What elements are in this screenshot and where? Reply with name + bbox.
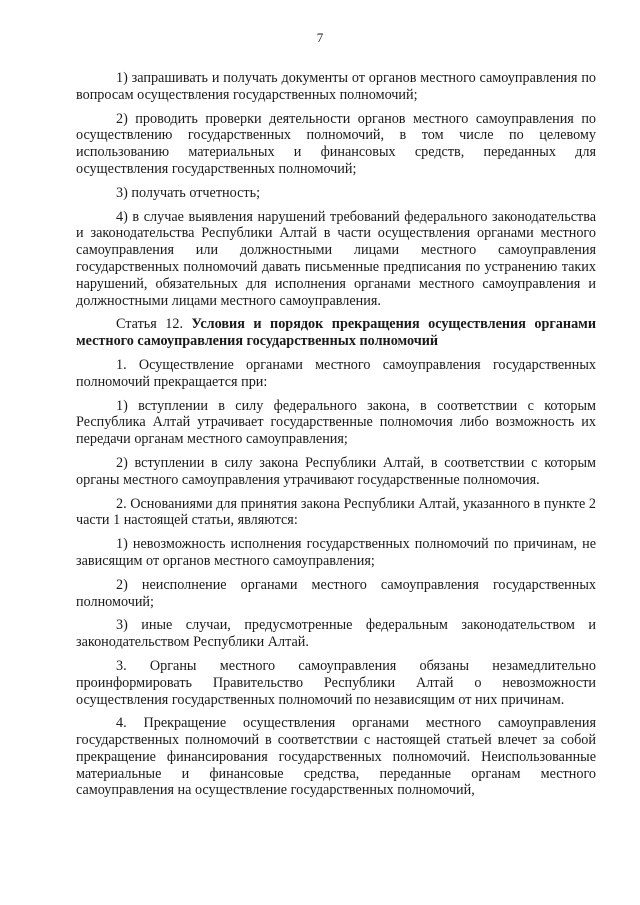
article-title: Условия и порядок прекращения осуществления органами местного самоуправления государственных полномочий	[76, 316, 597, 350]
paragraph: 4. Прекращение осуществления органами местного самоуправления государственных полномочий в соответствии с настоящей статьей влечет за собой прекращение финансирования государственных полномочий. Неиспользованные материальные и финансовые средства, переданные органам местного самоуправления на осуществление государственных полномочий,	[76, 715, 596, 799]
paragraph: 1. Осуществление органами местного самоуправления государственных полномочий прекращается при:	[76, 356, 596, 390]
paragraph: 2) проводить проверки деятельности органов местного самоуправления по осуществлению государственных полномочий, в том числе по целевому использованию материальных и финансовых средств, переданных для осуществления государственных полномочий;	[76, 110, 596, 177]
paragraph: 3) получать отчетность;	[116, 184, 261, 201]
paragraph: 1) запрашивать и получать документы от органов местного самоуправления по вопросам осуществления государственных полномочий;	[76, 70, 596, 103]
paragraph: 2. Основаниями для принятия закона Республики Алтай, указанного в пункте 2 части 1 настоящей статьи, являются:	[76, 495, 596, 529]
paragraph: 3) иные случаи, предусмотренные федеральным законодательством и законодательством Республики Алтай.	[76, 617, 596, 651]
paragraph: 2) неисполнение органами местного самоуправления государственных полномочий;	[76, 576, 596, 610]
article-heading	[76, 316, 596, 350]
article-label: Статья 12.	[116, 316, 183, 333]
paragraph: 1) невозможность исполнения государственных полномочий по причинам, не зависящим от органов местного самоуправления;	[76, 536, 596, 569]
paragraph: 2) вступлении в силу закона Республики Алтай, в соответствии с которым органы местного самоуправления утрачивают государственные полномочия.	[76, 454, 596, 488]
document-body	[76, 70, 596, 806]
paragraph: 1) вступлении в силу федерального закона, в соответствии с которым Республика Алтай утрачивает государственные полномочия либо возможность их передачи органам местного самоуправления;	[76, 397, 596, 448]
page-number: 7	[316, 30, 324, 45]
paragraph: 4) в случае выявления нарушений требований федерального законодательства и законодательства Республики Алтай в части осуществления органами местного самоуправления или должностными лицами местного самоуправления государственных полномочий давать письменные предписания по устранению таких нарушений, обязательных для исполнения органами местного самоуправления и должностными лицами местного самоуправления.	[76, 208, 596, 309]
paragraph: 3. Органы местного самоуправления обязаны незамедлительно проинформировать Правительство Республики Алтай о невозможности осуществления государственных полномочий по независящим от них причинам.	[76, 657, 596, 708]
